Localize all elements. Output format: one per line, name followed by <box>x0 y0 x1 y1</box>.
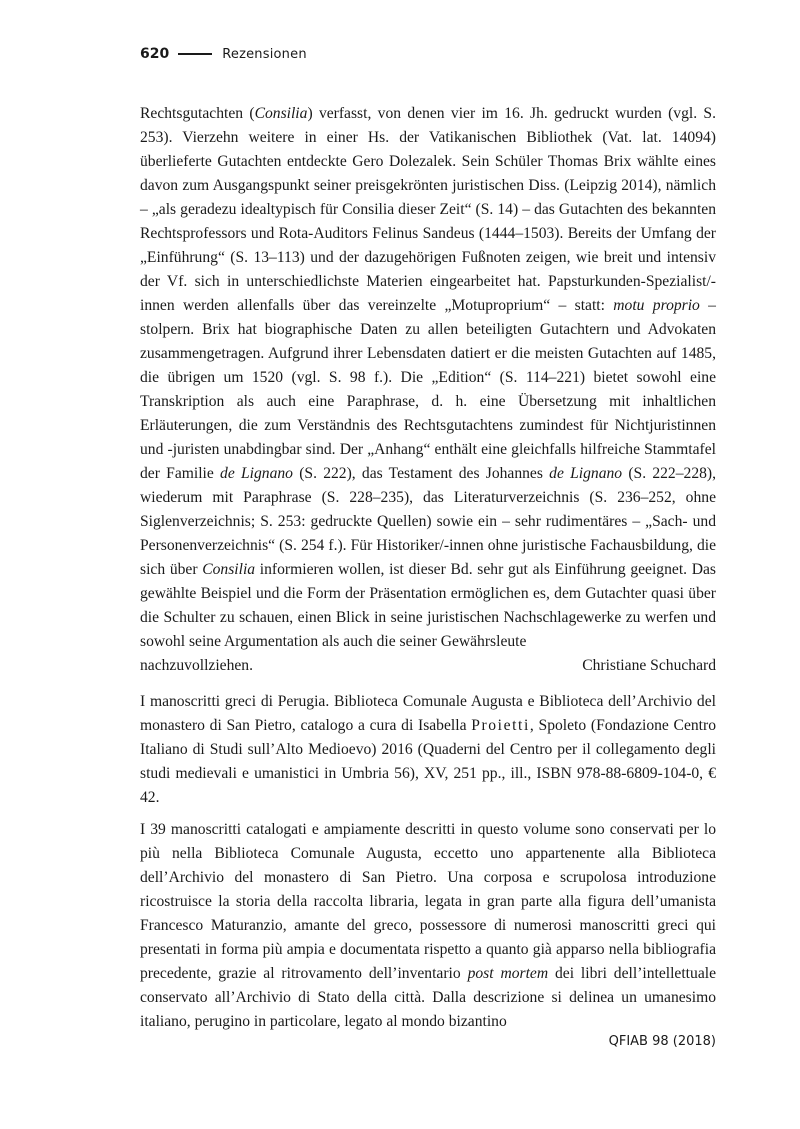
review-paragraph <box>140 818 716 1034</box>
book-citation <box>140 690 716 810</box>
text-run: (S. 222), das Testament des Johannes <box>292 465 550 482</box>
citation-paragraph <box>140 690 716 810</box>
header-rule <box>178 53 212 55</box>
review-text-1 <box>140 102 716 678</box>
italic-term: Consilia <box>202 561 256 578</box>
journal-footer: QFIAB 98 (2018) <box>608 1034 716 1049</box>
reviewer-name: Christiane Schuchard <box>582 657 716 674</box>
running-header <box>140 44 307 64</box>
italic-term: de Lignano <box>549 465 623 482</box>
text-run: I 39 manoscritti catalogati e ampiamente descritti in questo volume sono conservati per lo più nella Biblioteca Comunale Augusta, eccetto uno appartenente alla Biblioteca dell’Archivio del monastero di San Pietro. Una corposa e scrupolosa introduzione ricostruisce la storia della raccolta libraria, legata in gran parte alla figura dell’umanista Francesco Maturanzio, amante del greco, possessore di numerosi manoscritti greci qui presentati in forma più ampia e documentata rispetto a quanto già apparso nella bibliografia precedente, grazie al ritrovamento dell’inventario <box>140 821 716 982</box>
editor-name: Proietti <box>471 717 530 734</box>
italic-term: Consilia <box>254 105 308 122</box>
section-title: Rezensionen <box>222 46 307 62</box>
text-run: – stolpern. Brix hat biographische Daten zu allen beteiligten Gutachtern und Advokaten zusammengetragen. Aufgrund ihrer Lebensdaten datiert er die meisten Gutachten auf 1485, die übrigen um 1520 (vgl. S. 98 f.). Die „Edition“ (S. 114–221) bietet sowohl eine Transkription als auch eine Paraphrase, d. h. eine Übersetzung mit inhaltlichen Erläuterungen, die zum Verständnis des Rechtsgutachtens zumindest für Nichtjuristinnen und -juristen unabdingbar sind. Der „Anhang“ enthält eine gleichfalls hilfreiche Stammtafel der Familie <box>140 297 716 482</box>
text-run: informieren wollen, ist dieser Bd. sehr gut als Einführung geeignet. Das gewählte Beispiel und die Form der Präsentation ermöglichen es, dem Gutachter quasi über die Schulter zu schauen, einen Blick in seine juristischen Nachschlagewerke zu werfen und sowohl seine Argumentation als auch die seiner Gewährsleute <box>140 561 716 650</box>
text-run: ) verfasst, von denen vier im 16. Jh. gedruckt wurden (vgl. S. 253). Vierzehn weitere in einer Hs. der Vatikanischen Bibliothek (Vat. lat. 14094) überlieferte Gutachten entdeckte Gero Dolezalek. Sein Schüler Thomas Brix wählte eines davon zum Ausgangspunkt seiner preisgekrönten juristischen Diss. (Leipzig 2014), nämlich – „als geradezu idealtypisch für Consilia dieser Zeit“ (S. 14) – das Gutachten des bekannten Rechtsprofessors und Rota-Auditors Felinus Sandeus (1444–1503). Bereits der Umfang der „Einführung“ (S. 13–113) und der dazugehörigen Fußnoten zeigen, wie breit und intensiv der Vf. sich in unterschiedlichste Materien eingearbeitet hat. Papsturkunden-Spezialist/-innen werden allenfalls über das vereinzelte „Motuproprium“ – statt: <box>140 105 716 314</box>
text-run: (S. 222–228), wiederum mit Paraphrase (S. 228–235), das Literaturverzeichnis (S. 236–252, ohne Siglenverzeichnis; S. 253: gedruckte Quellen) sowie ein – sehr rudimentäres – „Sach- und Personenverzeichnis“ (S. 254 f.). Für Historiker/-innen ohne juristische Fachausbildung, die sich über <box>140 465 717 578</box>
review-paragraph <box>140 102 716 654</box>
text-run: I manoscritti greci di Perugia. Biblioteca Comunale Augusta e Biblioteca dell’Archivio del monastero di San Pietro, catalogo a cura di Isabella <box>140 693 716 734</box>
italic-term: post mortem <box>467 965 549 982</box>
italic-term: motu proprio <box>613 297 700 314</box>
text-run: Rechtsgutachten ( <box>140 105 255 122</box>
text-run: dei libri dell’intellettuale conservato all’Archivio di Stato della città. Dalla descrizione si delinea un umanesimo italiano, perugino in particolare, legato al mondo bizantino <box>140 965 716 1030</box>
page-number: 620 <box>140 46 170 62</box>
signature-row <box>140 654 716 678</box>
text-run: , Spoleto (Fondazione Centro Italiano di Studi sull’Alto Medioevo) 2016 (Quaderni del Centro per il collegamento degli studi medievali e umanistici in Umbria 56), XV, 251 pp., ill., ISBN 978-88-6809-104-0, € 42. <box>140 717 716 806</box>
review-text-2 <box>140 818 716 1034</box>
last-line: nachzuvollziehen. <box>140 657 254 674</box>
italic-term: de Lignano <box>220 465 293 482</box>
